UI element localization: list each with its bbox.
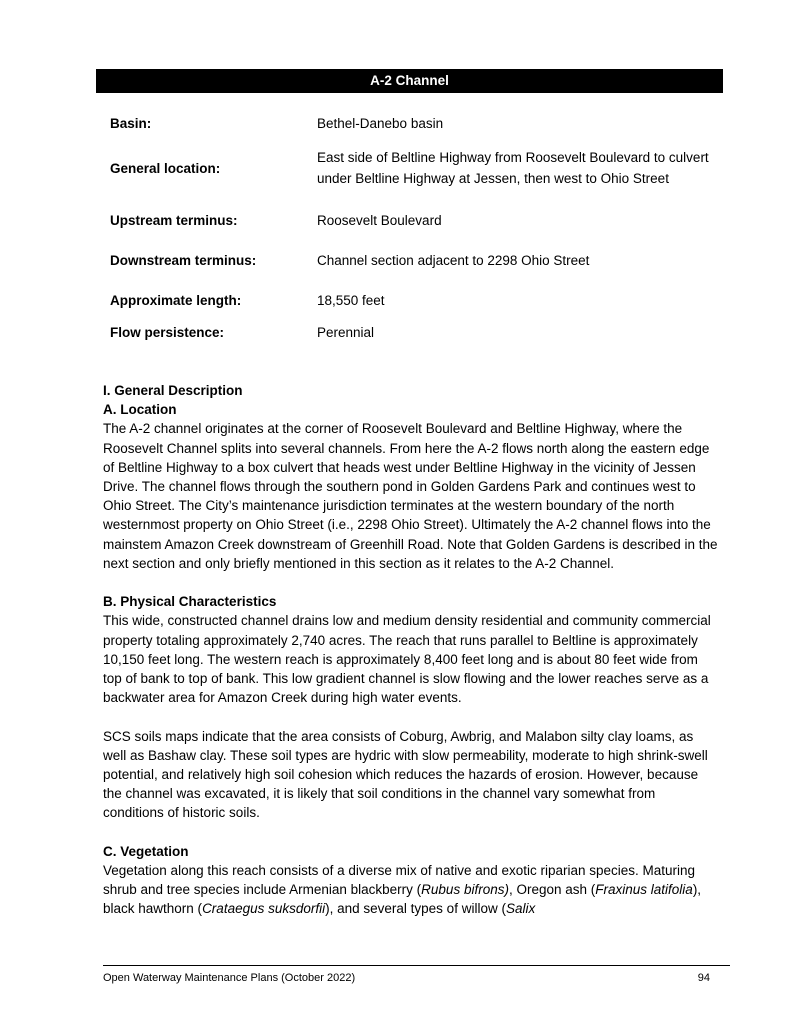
info-value: Bethel-Danebo basin [317, 115, 444, 131]
vegetation-text: , Oregon ash ( [508, 882, 596, 898]
section-heading-general-description: I. General Description [103, 383, 243, 398]
info-label: Upstream terminus: [110, 212, 238, 228]
subsection-heading-physical-characteristics: B. Physical Characteristics [103, 594, 277, 610]
info-label: Approximate length: [110, 292, 242, 308]
footer-document-title: Open Waterway Maintenance Plans (October 2022) [103, 972, 356, 984]
info-label: Downstream terminus: [110, 252, 257, 268]
document-body [103, 381, 718, 919]
vegetation-text: Vegetation along this reach consists of a diverse mix of native and exotic riparian species. Maturing shrub and tree species include Armenian blackberry ( [103, 863, 696, 898]
footer-divider [103, 965, 730, 966]
footer-page-number: 94 [697, 972, 710, 984]
info-row-flow-persistence [110, 320, 710, 344]
info-value: Roosevelt Boulevard [317, 212, 442, 228]
info-row-general-location [110, 136, 710, 200]
channel-info-table [110, 110, 710, 344]
subsection-heading-vegetation: C. Vegetation [103, 843, 189, 859]
page-title: A-2 Channel [96, 69, 723, 93]
physical-paragraph-2: SCS soils maps indicate that the area consists of Coburg, Awbrig, and Malabon silty clay loams, as well as Bashaw clay. These soil types are hydric with slow permeability, moderate to high shrink-swell potential, and relatively high soil cohesion which reduces the hazards of erosion. However, because the channel was excavated, it is likely that soil conditions in the channel vary somewhat from conditions of historic soils. [103, 728, 708, 821]
physical-paragraph-1: This wide, constructed channel drains low and medium density residential and community commercial property totaling approximately 2,740 acres. The reach that runs parallel to Beltline is approximately 10,150 feet long. The western reach is approximately 8,400 feet long and is about 80 feet wide from top of bank to top of bank. This low gradient channel is slow flowing and the lower reaches serve as a backwater area for Amazon Creek during high water events. [103, 613, 711, 706]
info-row-downstream-terminus [110, 240, 710, 280]
info-label: Flow persistence: [110, 324, 225, 340]
info-label: Basin: [110, 115, 152, 131]
info-value: 18,550 feet [317, 292, 385, 308]
species-name: Fraxinus latifolia [595, 882, 693, 898]
info-row-upstream-terminus [110, 200, 710, 240]
location-paragraph: The A-2 channel originates at the corner of Roosevelt Boulevard and Beltline Highway, where the Roosevelt Channel splits into several channels. From here the A-2 flows north along the eastern edge of Beltline Highway to a box culvert that heads west under Beltline Highway in the vicinity of Jessen Drive. The channel flows through the southern pond in Golden Gardens Park and continues west to Ohio Street. The City’s maintenance jurisdiction terminates at the western boundary of the north westernmost property on Ohio Street (i.e., 2298 Ohio Street). Ultimately the A-2 channel flows into the mainstem Amazon Creek downstream of Greenhill Road. Note that Golden Gardens is described in the next section and only briefly mentioned in this section as it relates to the A-2 Channel. [103, 421, 718, 571]
vegetation-text: ), black hawthorn ( [103, 882, 702, 917]
species-name: Crataegus suksdorfii [202, 901, 326, 917]
info-value: East side of Beltline Highway from Roosevelt Boulevard to culvert under Beltline Highway at Jessen, then west to Ohio Street [317, 150, 709, 186]
info-row-basin [110, 110, 710, 136]
vegetation-paragraph [103, 861, 718, 919]
vegetation-text: ), and several types of willow ( [325, 901, 506, 917]
species-name: Rubus bifrons) [421, 882, 509, 898]
subsection-heading-location: A. Location [103, 402, 177, 418]
species-name: Salix [505, 901, 536, 917]
info-row-approximate-length [110, 280, 710, 320]
info-label: General location: [110, 160, 221, 176]
info-value: Channel section adjacent to 2298 Ohio Street [317, 252, 590, 268]
info-value: Perennial [317, 324, 375, 340]
